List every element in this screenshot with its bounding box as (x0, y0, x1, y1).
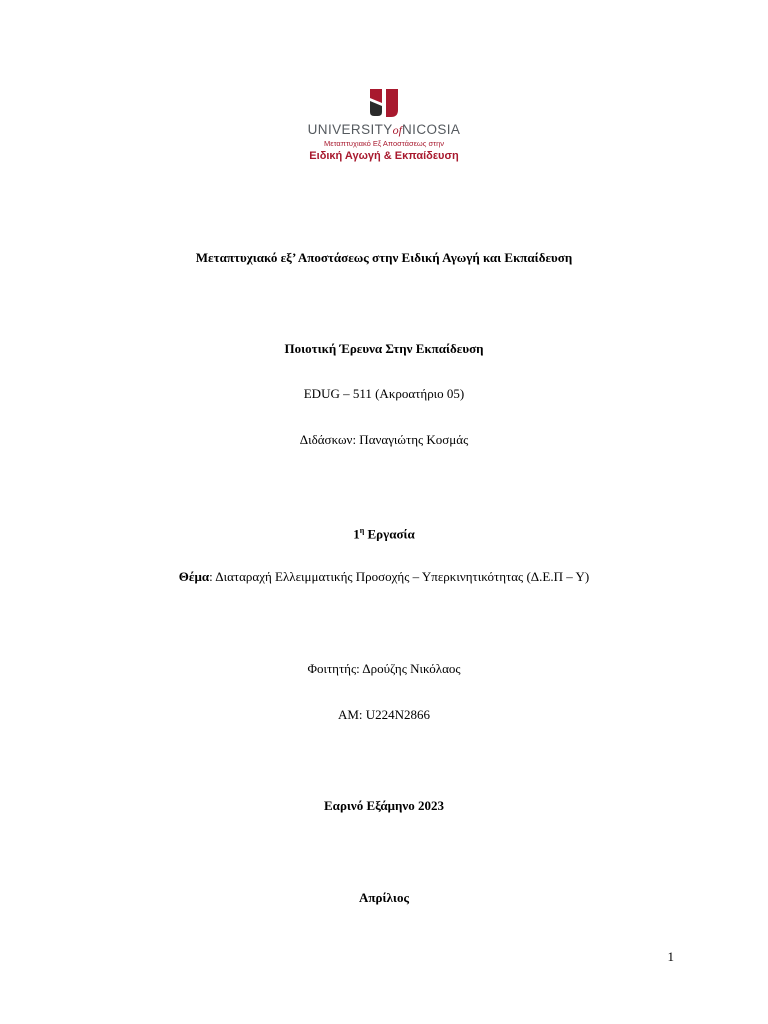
logo-subtitle-large: Ειδική Αγωγή & Εκπαίδευση (309, 150, 459, 162)
university-logo (0, 88, 768, 163)
instructor-name: Διδάσκων: Παναγιώτης Κοσμάς (299, 432, 469, 447)
assignment-heading (0, 523, 768, 542)
assignment-number: 1 (353, 526, 360, 542)
wordmark-university: UNIVERSITY (307, 122, 393, 137)
student-name: Φοιτητής: Δρούζης Νικόλαος (307, 661, 461, 676)
course-code: EDUG – 511 (Ακροατήριο 05) (303, 386, 465, 401)
university-shield-icon (369, 88, 399, 118)
logo-subtitle-small: Μεταπτυχιακό Εξ Αποστάσεως στην (323, 139, 444, 148)
assignment-superscript: η (359, 526, 365, 535)
semester: Εαρινό Εξάμηνο 2023 (324, 798, 444, 813)
assignment-label: Εργασία (367, 526, 415, 542)
wordmark-nicosia: NICOSIA (402, 122, 461, 137)
program-title: Μεταπτυχιακό εξ’ Αποστάσεως στην Ειδική Αγωγή και Εκπαίδευση (195, 250, 573, 265)
month: Απρίλιος (359, 890, 409, 905)
page-number: 1 (667, 949, 674, 964)
topic-label: Θέμα (178, 569, 210, 584)
topic-line (0, 569, 768, 585)
course-title: Ποιοτική Έρευνα Στην Εκπαίδευση (284, 341, 484, 356)
topic-text: : Διαταραχή Ελλειμματικής Προσοχής – Υπερκινητικότητας (Δ.Ε.Π – Υ) (209, 569, 590, 584)
university-wordmark (0, 122, 768, 138)
wordmark-of: of (392, 123, 403, 137)
student-id: ΑΜ: U224N2866 (337, 707, 431, 722)
